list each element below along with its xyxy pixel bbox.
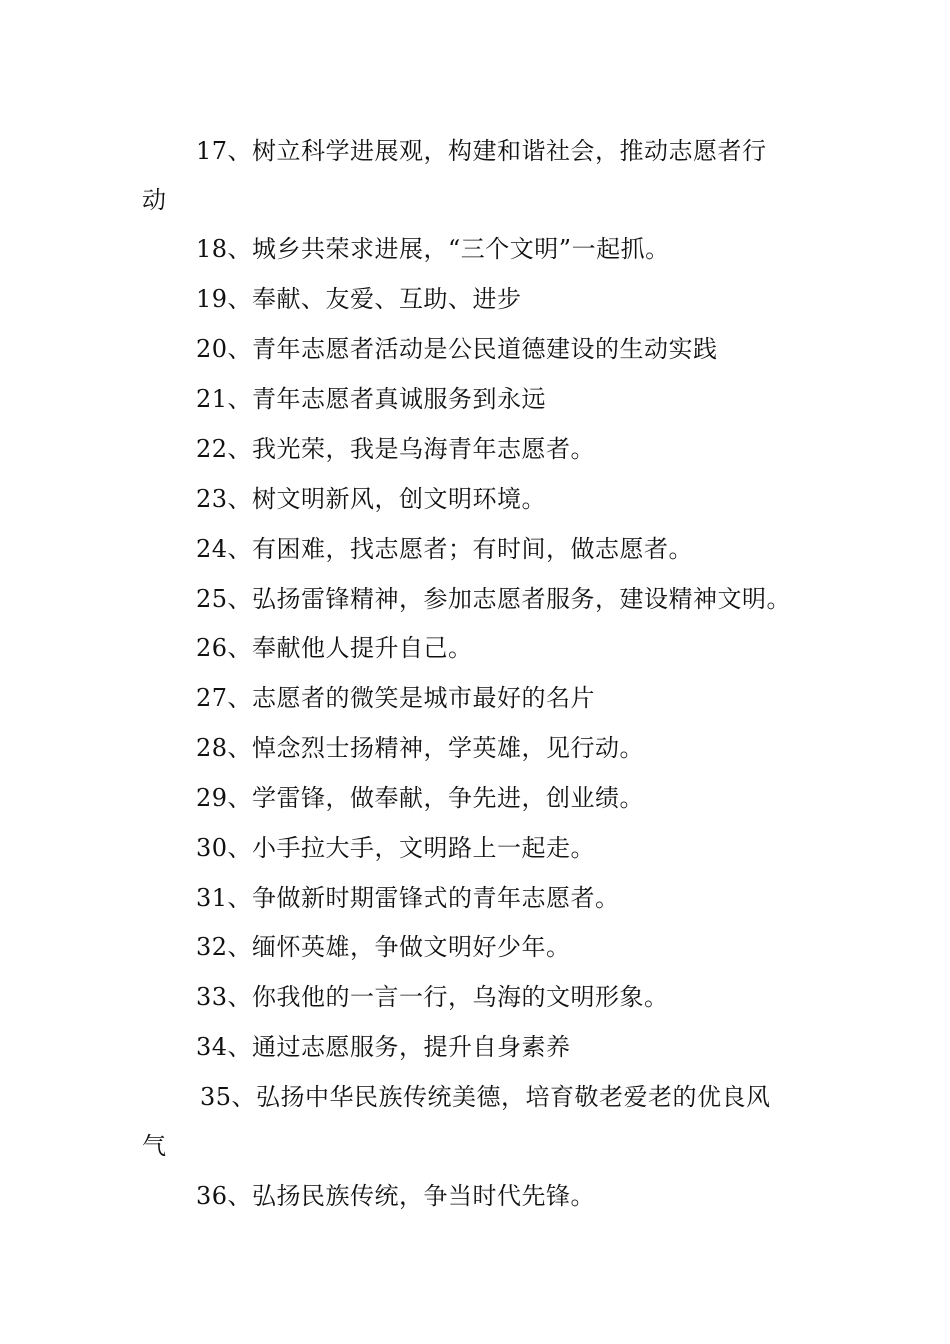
- slogan-28: 28、悼念烈士扬精神，学英雄，见行动。: [196, 734, 645, 762]
- slogan-20: 20、青年志愿者活动是公民道德建设的生动实践: [196, 335, 718, 363]
- slogan-33: 33、你我他的一言一行，乌海的文明形象。: [196, 983, 669, 1011]
- slogan-24: 24、有困难，找志愿者；有时间，做志愿者。: [196, 535, 694, 563]
- slogan-32: 32、缅怀英雄，争做文明好少年。: [196, 933, 571, 961]
- slogan-23: 23、树文明新风，创文明环境。: [196, 485, 547, 513]
- slogan-35-continuation: 气: [142, 1132, 166, 1160]
- slogan-18: 18、城乡共荣求进展，“三个文明”一起抓。: [196, 235, 670, 263]
- slogan-27: 27、志愿者的微笑是城市最好的名片: [196, 684, 596, 712]
- slogan-17: 17、树立科学进展观，构建和谐社会，推动志愿者行: [196, 137, 767, 165]
- slogan-19: 19、奉献、友爱、互助、进步: [196, 285, 522, 313]
- slogan-21: 21、青年志愿者真诚服务到永远: [196, 385, 547, 413]
- slogan-34: 34、通过志愿服务，提升自身素养: [196, 1033, 571, 1061]
- slogan-36: 36、弘扬民族传统，争当时代先锋。: [196, 1182, 596, 1210]
- slogan-25: 25、弘扬雷锋精神，参加志愿者服务，建设精神文明。: [196, 585, 792, 613]
- slogan-22: 22、我光荣，我是乌海青年志愿者。: [196, 435, 596, 463]
- slogan-17-continuation: 动: [142, 186, 166, 214]
- slogan-35: 35、弘扬中华民族传统美德，培育敬老爱老的优良风: [200, 1083, 771, 1111]
- slogan-29: 29、学雷锋，做奉献，争先进，创业绩。: [196, 784, 645, 812]
- slogan-30: 30、小手拉大手，文明路上一起走。: [196, 834, 596, 862]
- slogan-31: 31、争做新时期雷锋式的青年志愿者。: [196, 884, 620, 912]
- slogan-26: 26、奉献他人提升自己。: [196, 634, 473, 662]
